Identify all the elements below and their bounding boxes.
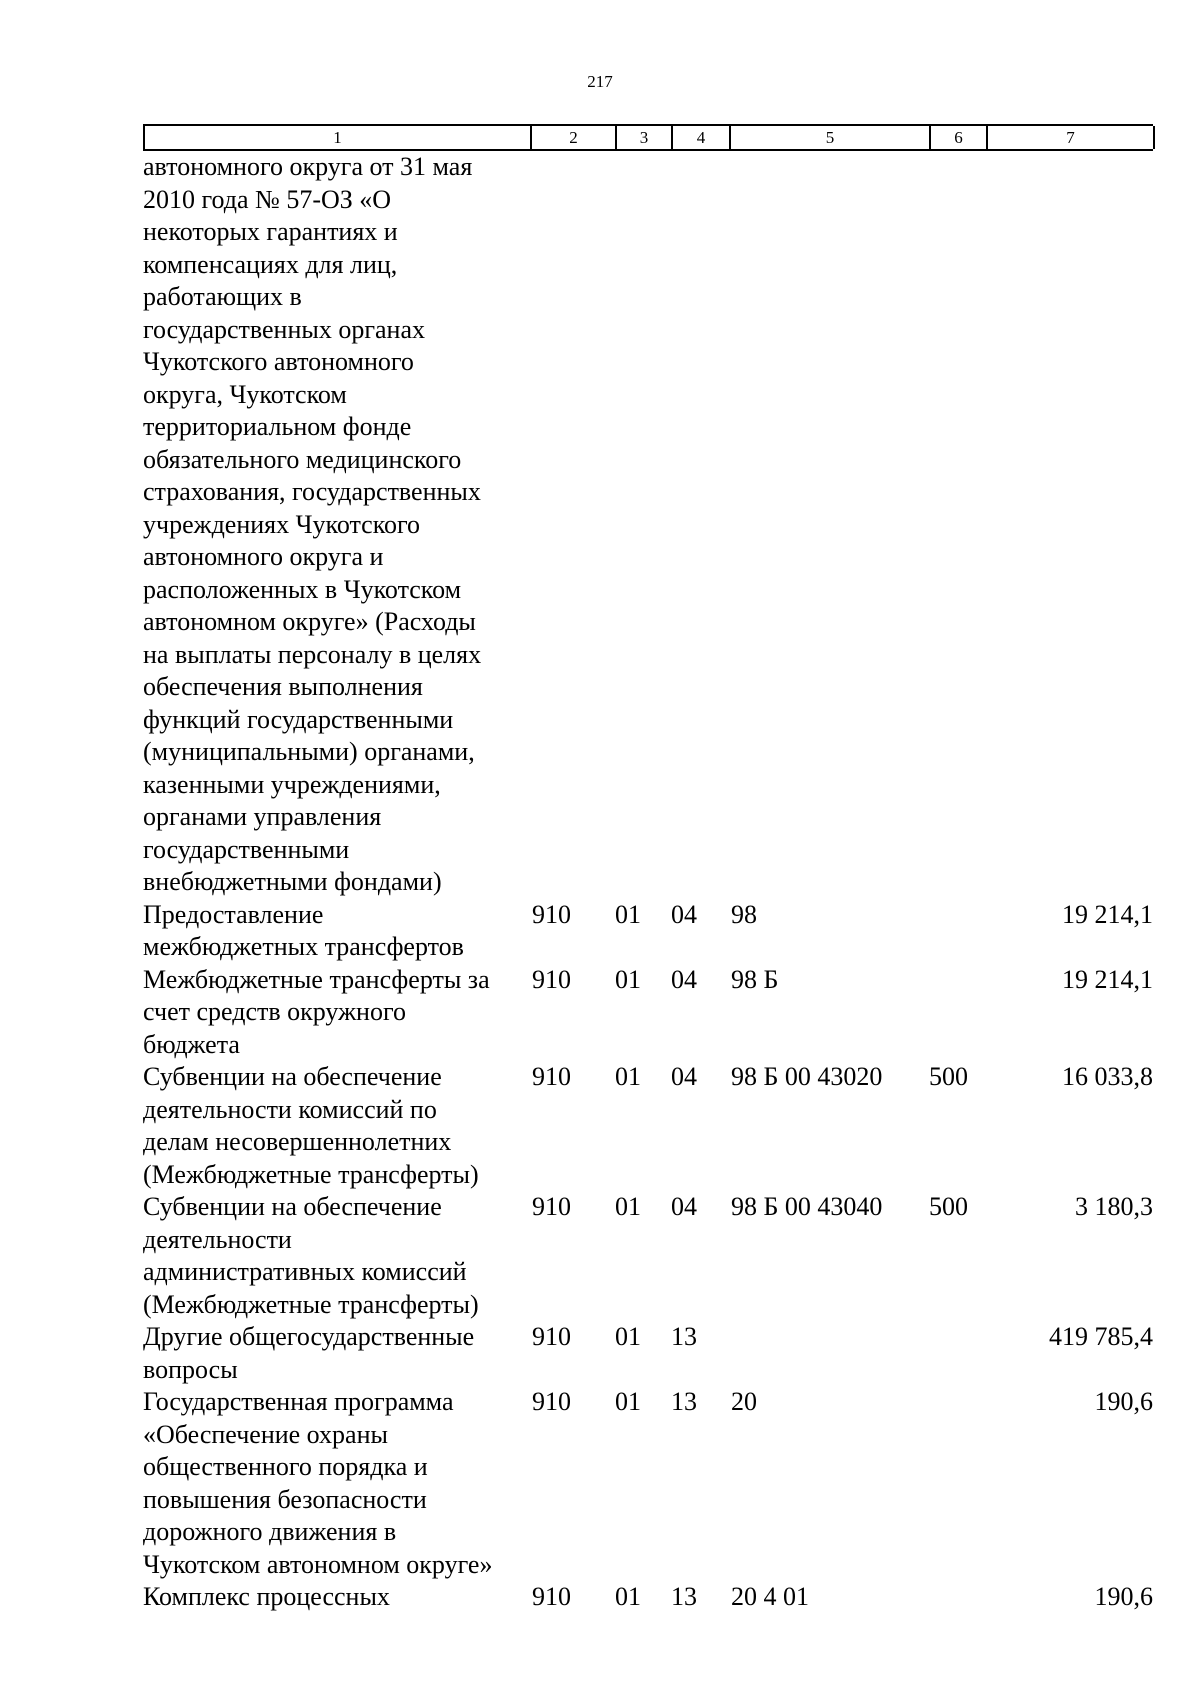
row-sum: 3 180,3 — [1075, 1192, 1153, 1221]
table-row — [143, 1581, 1153, 1614]
page-number: 217 — [587, 72, 613, 91]
header-col-3: 3 — [617, 126, 673, 149]
row-vr: 500 — [929, 1062, 968, 1091]
row-sum: 190,6 — [1094, 1582, 1153, 1611]
row-ved: 910 — [532, 1582, 571, 1611]
row-vr — [929, 1386, 986, 1581]
row-pr: 04 — [671, 899, 697, 929]
row-vr — [929, 964, 986, 1062]
row-csr: 20 4 01 — [731, 1582, 809, 1611]
table-row — [143, 899, 1153, 964]
row-ved: 910 — [532, 1062, 571, 1091]
header-col-7: 7 — [988, 126, 1155, 149]
row-rz: 01 — [615, 964, 641, 994]
row-name: Предоставление межбюджетных трансфертов — [143, 899, 464, 961]
table-header-row — [143, 124, 1153, 151]
row-rz — [615, 151, 671, 899]
budget-table — [143, 124, 1153, 1614]
row-pr: 04 — [671, 1192, 697, 1221]
row-rz: 01 — [615, 1062, 641, 1091]
row-name: Комплекс процессных — [143, 1582, 390, 1611]
row-csr — [729, 1321, 929, 1386]
table-row — [143, 1321, 1153, 1386]
row-sum: 190,6 — [1094, 1387, 1153, 1416]
row-rz: 01 — [615, 1192, 641, 1221]
row-csr: 98 Б — [731, 964, 779, 994]
row-pr: 13 — [671, 1322, 697, 1351]
table-row — [143, 1386, 1153, 1581]
row-rz: 01 — [615, 1387, 641, 1416]
row-ved — [530, 151, 615, 899]
row-pr — [671, 151, 729, 899]
row-sum — [986, 151, 1153, 899]
row-sum: 16 033,8 — [1062, 1062, 1153, 1091]
row-csr: 98 Б 00 43040 — [731, 1192, 883, 1221]
header-col-5: 5 — [731, 126, 931, 149]
row-pr: 04 — [671, 964, 697, 994]
row-rz: 01 — [615, 1322, 641, 1351]
row-ved: 910 — [532, 1192, 571, 1221]
row-ved: 910 — [532, 1322, 571, 1351]
row-sum: 419 785,4 — [1049, 1322, 1153, 1351]
row-name: Межбюджетные трансферты за счет средств окружного бюджета — [143, 964, 490, 1059]
row-ved: 910 — [532, 964, 571, 994]
table-row — [143, 964, 1153, 1062]
row-sum: 19 214,1 — [1062, 964, 1153, 994]
table-row — [143, 1191, 1153, 1321]
row-pr: 04 — [671, 1062, 697, 1091]
row-rz: 01 — [615, 899, 641, 929]
row-pr: 13 — [671, 1582, 697, 1611]
header-col-1: 1 — [145, 126, 532, 149]
row-name: Субвенции на обеспечение деятельности административных комиссий (Межбюджетные трансферты) — [143, 1192, 479, 1319]
header-col-2: 2 — [532, 126, 617, 149]
header-col-4: 4 — [673, 126, 731, 149]
row-vr — [929, 1581, 986, 1614]
row-vr: 500 — [929, 1192, 968, 1221]
row-name: Государственная программа «Обеспечение охраны общественного порядка и повышения безопасности дорожного движения в Чукотском автономном округе» — [143, 1387, 493, 1579]
row-ved: 910 — [532, 899, 571, 929]
row-vr — [929, 1321, 986, 1386]
row-ved: 910 — [532, 1387, 571, 1416]
table-row — [143, 1061, 1153, 1191]
table-row — [143, 151, 1153, 899]
header-col-6: 6 — [931, 126, 988, 149]
row-csr — [729, 151, 929, 899]
row-csr: 98 Б 00 43020 — [731, 1062, 883, 1091]
row-csr: 98 — [731, 899, 757, 929]
row-rz: 01 — [615, 1582, 641, 1611]
row-name: Другие общегосударственные вопросы — [143, 1322, 475, 1384]
row-name: автономного округа от 31 мая 2010 года № 57-ОЗ «О некоторых гарантиях и компенсациях для лиц, работающих в государственных органах Чукотского автономного округа, Чукотском территориальном фонде обязательного медицинского страхования, государственных учреждениях Чукотского автономного округа и расположенных в Чукотском автономном округе» (Расходы на выплаты персоналу в целях обеспечения выполнения функций государственными (муниципальными) органами, казенными учреждениями, органами управления государственными внебюджетными фондами) — [143, 152, 482, 896]
row-name: Субвенции на обеспечение деятельности комиссий по делам несовершеннолетних (Межбюджетные трансферты) — [143, 1062, 479, 1189]
row-vr — [929, 151, 986, 899]
row-pr: 13 — [671, 1387, 697, 1416]
row-sum: 19 214,1 — [1062, 899, 1153, 929]
row-vr — [929, 899, 986, 964]
row-csr: 20 — [731, 1387, 757, 1416]
